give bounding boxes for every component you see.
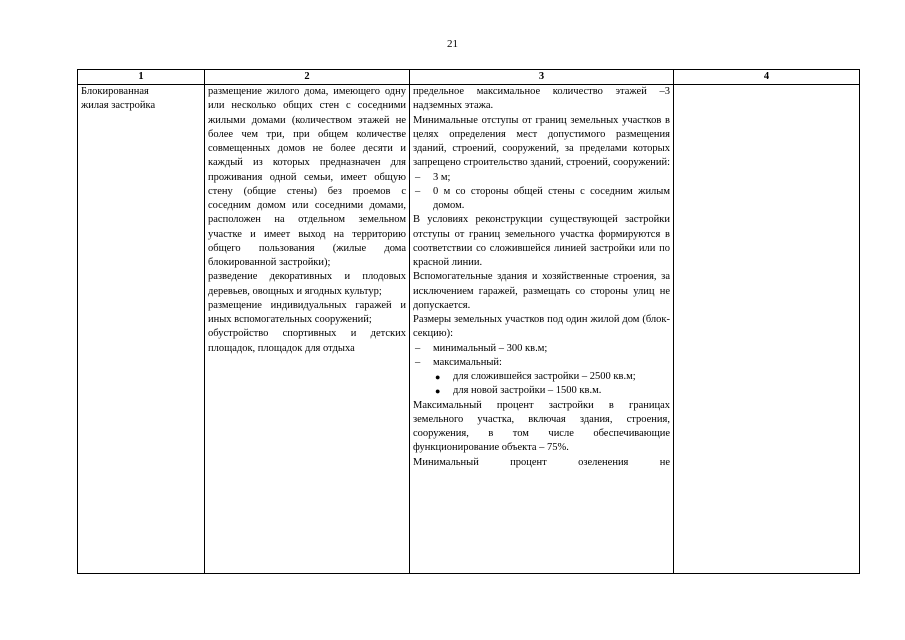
land-use-type-line: Блокированная (81, 86, 149, 97)
plot-sizes-paragraph: Размеры земельных участков под один жилой дом (блок-секцию): (413, 314, 670, 340)
notes-cell (674, 85, 860, 574)
list-item: – 0 м со стороны общей стены с соседним жилым домом. (413, 185, 670, 214)
page-number: 21 (447, 38, 458, 50)
list-item: – максимальный: (413, 356, 670, 370)
bullet-icon: ● (435, 372, 441, 382)
header-col-3: 3 (410, 70, 674, 85)
max-floors-paragraph: предельное максимальное количество этажей –3 надземных этажа. (413, 86, 670, 112)
max-coverage-paragraph: Максимальный процент застройки в границах земельного участка, включая здания, строения, сооружения, в том числе обеспечивающие функционирование объекта – 75%. (413, 399, 670, 454)
description-paragraph: размещение жилого дома, имеющего одну или несколько общих стен с соседними жилыми домами (количеством этажей не более чем три, при общем количестве совмещенных домов не более десяти и каждый из которых предназначен для проживания одной семьи, имеет общую стену (общие стены) без проемов с соседним домом или соседними домами, расположен на отдельном земельном участке и имеет выход на территорию общего пользования (жилые дома блокированной застройки); (208, 86, 406, 268)
max-plot-sizes-list (413, 370, 670, 399)
description-paragraph: разведение декоративных и плодовых деревьев, овощных и ягодных культур; (208, 271, 406, 297)
reconstruction-paragraph: В условиях реконструкции существующей застройки отступы от границ земельного участка формируются в соответствии со сложившейся линией застройки или по красной линии. (413, 214, 670, 268)
bullet-icon: ● (435, 386, 441, 397)
list-item (413, 370, 670, 384)
land-use-table (77, 69, 860, 574)
header-col-2: 2 (205, 70, 410, 85)
land-use-type-cell (78, 85, 205, 574)
setbacks-list (413, 171, 670, 214)
auxiliary-buildings-paragraph: Вспомогательные здания и хозяйственные строения, за исключением гаражей, размещать со стороны улиц не допускается. (413, 271, 670, 311)
header-col-1: 1 (78, 70, 205, 85)
plot-sizes-list (413, 342, 670, 371)
min-setbacks-paragraph: Минимальные отступы от границ земельных участков в целях определения мест допустимого размещения зданий, строений, сооружений, за пределами которых запрещено строительство зданий, строений, сооружений: (413, 114, 670, 169)
list-item: – минимальный – 300 кв.м; (413, 342, 670, 356)
parameters-cell (410, 85, 674, 574)
description-cell (205, 85, 410, 574)
header-col-4: 4 (674, 70, 860, 85)
list-item: – 3 м; (413, 171, 670, 185)
table-row (78, 85, 860, 574)
list-item-text: для сложившейся застройки – 2500 кв.м; (453, 371, 636, 382)
list-item-text: для новой застройки – 1500 кв.м. (453, 385, 602, 397)
min-greenery-paragraph: Минимальный процент озеленения не (413, 456, 670, 468)
description-paragraph: размещение индивидуальных гаражей и иных вспомогательных сооружений; (208, 299, 406, 325)
description-paragraph: обустройство спортивных и детских площадок, площадок для отдыха (208, 328, 406, 354)
list-item (413, 384, 670, 398)
land-use-type-line: жилая застройка (81, 100, 156, 112)
header-row (78, 70, 860, 85)
